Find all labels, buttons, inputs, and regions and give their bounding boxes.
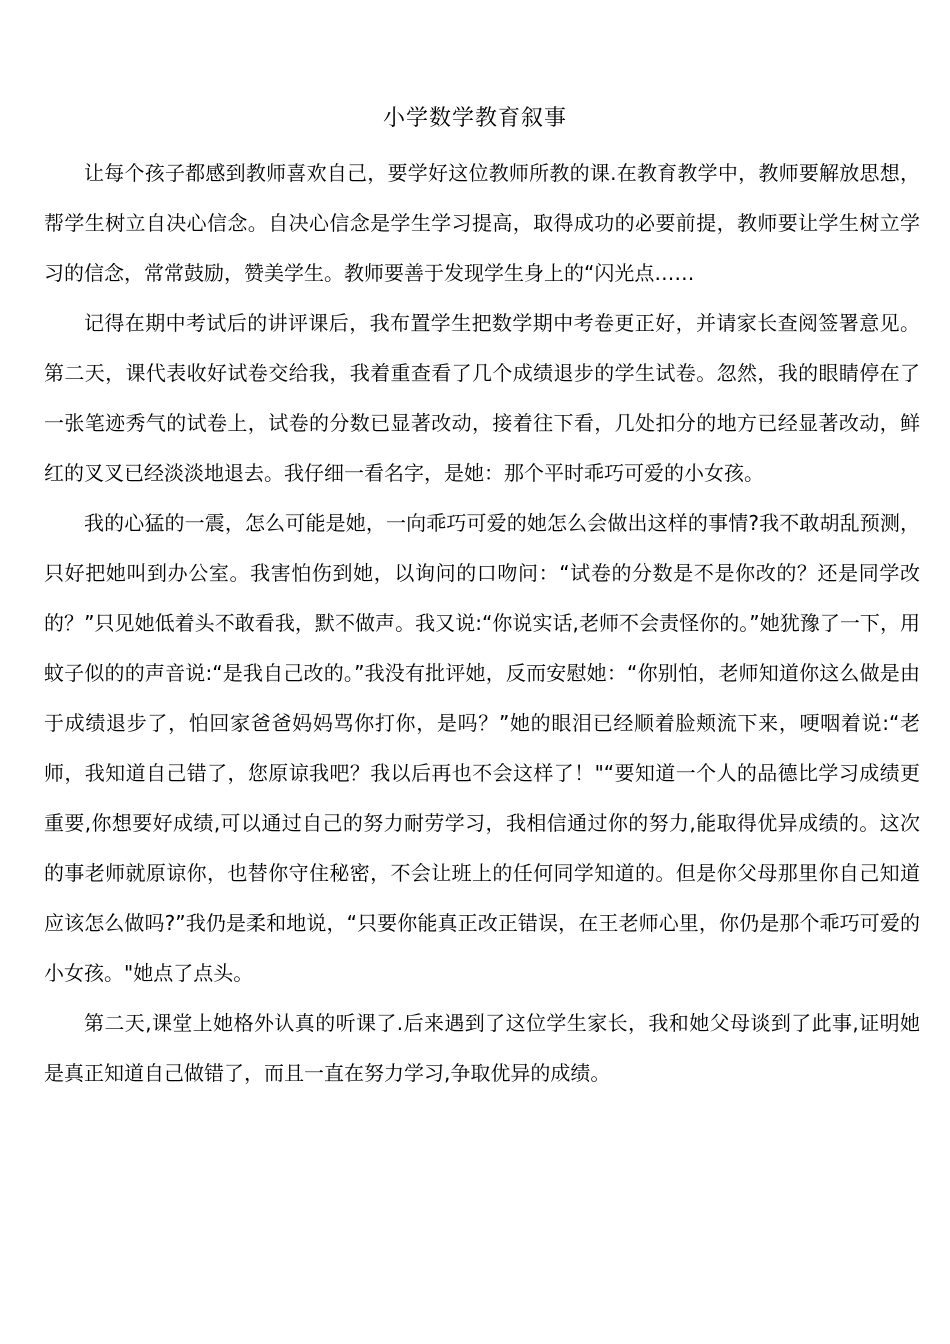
paragraph-3: 我的心猛的一震，怎么可能是她，一向乖巧可爱的她怎么会做出这样的事情?我不敢胡乱预测，只好把她叫到办公室。我害怕伤到她，以询问的口吻问：“试卷的分数是不是你改的？还是同学改的？”只见她低着头不敢看我，默不做声。我又说:“你说实话,老师不会责怪你的。”她犹豫了一下，用蚊子似的的声音说:“是我自己改的。”我没有批评她，反而安慰她：“你别怕，老师知道你这么做是由于成绩退步了，怕回家爸爸妈妈骂你打你，是吗？”她的眼泪已经顺着脸颊流下来，哽咽着说:“老师，我知道自己错了，您原谅我吧？我以后再也不会这样了！"“要知道一个人的品德比学习成绩更重要,你想要好成绩,可以通过自己的努力耐劳学习，我相信通过你的努力,能取得优异成绩的。这次的事老师就原谅你，也替你守住秘密，不会让班上的任何同学知道的。但是你父母那里你自己知道应该怎么做吗?”我仍是柔和地说，“只要你能真正改正错误，在王老师心里，你仍是那个乖巧可爱的小女孩。"她点了点头。 [44, 511, 920, 985]
paragraph-2: 记得在期中考试后的讲评课后，我布置学生把数学期中考卷更正好，并请家长查阅签署意见。第二天，课代表收好试卷交给我，我着重查看了几个成绩退步的学生试卷。忽然，我的眼睛停在了一张笔迹秀气的试卷上，试卷的分数已显著改动，接着往下看，几处扣分的地方已经显著改动，鲜红的叉叉已经淡淡地退去。我仔细一看名字，是她：那个平时乖巧可爱的小女孩。 [44, 311, 920, 485]
document-title: 小学数学教育叙事 [382, 106, 567, 131]
document-body [44, 148, 920, 1098]
paragraph-4: 第二天,课堂上她格外认真的听课了.后来遇到了这位学生家长，我和她父母谈到了此事,证明她是真正知道自己做错了，而且一直在努力学习,争取优异的成绩。 [44, 1011, 920, 1085]
paragraph-1: 让每个孩子都感到教师喜欢自己，要学好这位教师所教的课.在教育教学中，教师要解放思想，帮学生树立自决心信念。自决心信念是学生学习提高，取得成功的必要前提，教师要让学生树立学习的信念，常常鼓励，赞美学生。教师要善于发现学生身上的“闪光点…… [44, 161, 920, 285]
